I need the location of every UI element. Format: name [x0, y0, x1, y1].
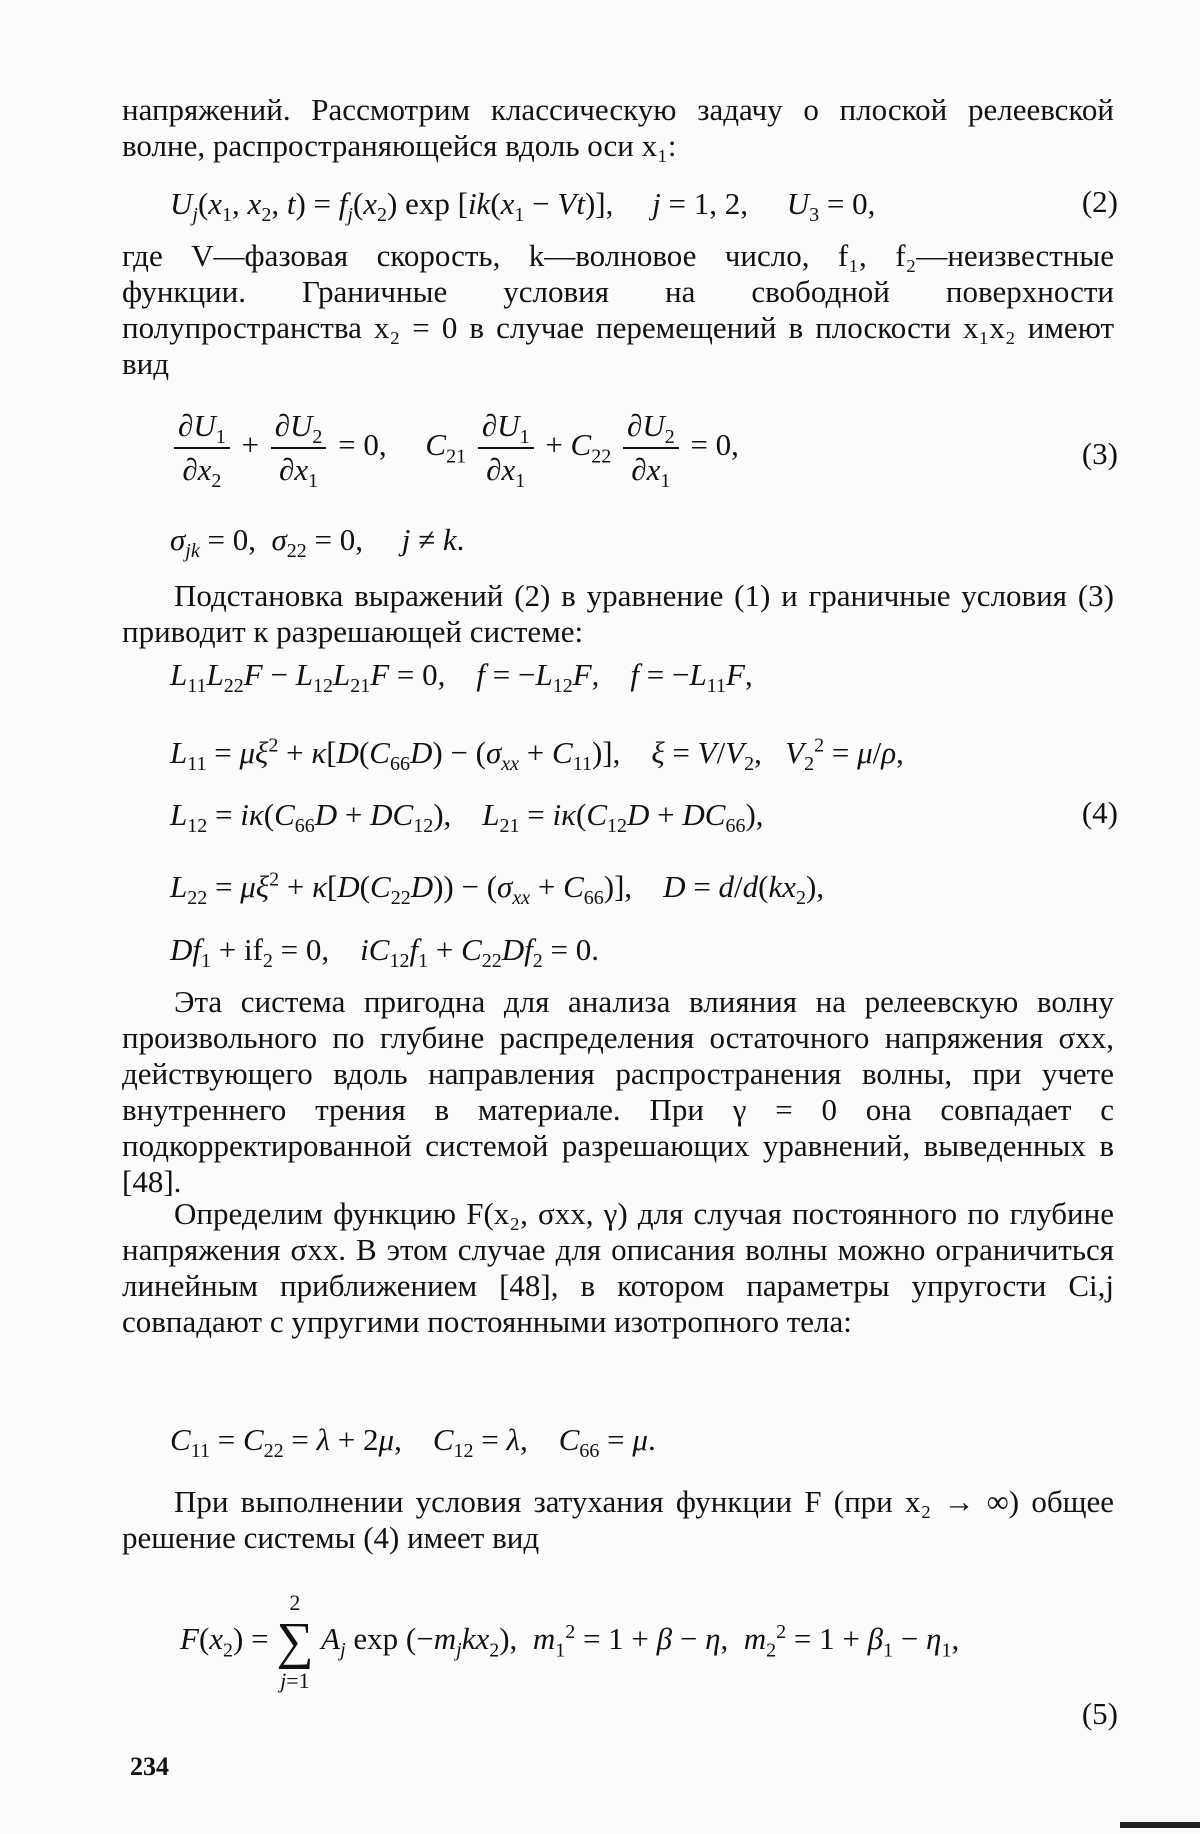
equation-4-row-5: $Df_1 + if_2 = 0$, $iC_{12}f_1 + C_{22}Df_2 = 0$.	[170, 932, 599, 973]
equation-5: $F(x_2)$ = 2 ∑ j=1 $A_j$ $\exp (-m_jkx_2)$, $m_1^2 = 1 + \beta - \eta$, $m_2^2 = 1 + \beta_1 - \eta_1$,	[180, 1590, 960, 1693]
paragraph-3-text: Подстановка выражений (2) в уравнение (1) и граничные условия (3) приводит к разрешающей системе:	[122, 578, 1114, 649]
paragraph-boundary	[122, 238, 1114, 382]
equation-4-row-4: $L_{22} = \mu\xi^2 + \kappa[D(C_{22}D)) - (\sigma_{xx} + C_{66})$], $D = d/d(kx_2)$,	[170, 868, 825, 910]
paragraph-2-text: где V—фазовая скорость, k—волновое число, f₁, f₂—неизвестные функции. Граничные условия на свободной поверхности полупространства x₂ = 0 в случае перемещений в плоскости x₁x₂ имеют вид	[122, 238, 1114, 381]
paragraph-function	[122, 1196, 1114, 1340]
paragraph-intro	[122, 92, 1114, 164]
equation-number-5: (5)	[1081, 1696, 1118, 1731]
page-number: 234	[130, 1752, 169, 1781]
equation-2: $U_j(x_1$, $x_2$, $t) = f_j(x_2)$ $\exp [ik(x_1 - Vt)]$, j = 1, 2, $U_3 = 0$,	[170, 186, 876, 227]
paragraph-4-text: Эта система пригодна для анализа влияния на релеевскую волну произвольного по глубине распределения остаточного напряжения σxx, действующего вдоль направления распространения волны, при учете внутреннего трения в материале. При γ = 0 она совпадает с подкорректированной системой разрешающих уравнений, выведенных в [48].	[122, 984, 1114, 1199]
paragraph-1-text: напряжений. Рассмотрим классическую задачу о плоской релеевской волне, распространяющейся вдоль оси x₁:	[122, 92, 1114, 163]
equation-4-row-1: $L_{11}L_{22}F - L_{12}L_{21}F = 0$, $f = -L_{12}F$, $f = -L_{11}F$,	[170, 657, 753, 698]
scan-edge-mark	[1120, 1822, 1200, 1828]
equation-number-2: (2)	[1081, 184, 1118, 219]
equation-3-row-2: $\sigma_{jk} = 0$, $\sigma_{22} = 0$, j ≠ k.	[170, 522, 465, 563]
equation-number-4: (4)	[1081, 795, 1118, 830]
equation-elastic-constants: $C_{11} = C_{22} = \lambda + 2\mu$, $C_{12} = \lambda$, $C_{66} = \mu$.	[170, 1422, 656, 1463]
equation-4-row-3: $L_{12} = i\kappa(C_{66}D + DC_{12})$, $L_{21} = i\kappa(C_{12}D + DC_{66})$,	[170, 797, 764, 838]
equation-4-row-2: $L_{11} = \mu\xi^2 + \kappa[D(C_{66}D) - (\sigma_{xx} + C_{11})]$, $\xi = V/V_2$, $V_2^2 = \mu/\rho$,	[170, 734, 904, 776]
paragraph-5-text: Определим функцию F(x₂, σxx, γ) для случая постоянного по глубине напряжения σxx. В этом случае для описания волны можно ограничиться линейным приближением [48], в котором параметры упругости Ci,j совпадают с упругими постоянными изотропного тела:	[122, 1196, 1114, 1339]
paragraph-system	[122, 984, 1114, 1200]
paragraph-6-text: При выполнении условия затухания функции F (при x₂ → ∞) общее решение системы (4) имеет вид	[122, 1484, 1114, 1555]
equation-number-3: (3)	[1081, 436, 1118, 471]
equation-3-row-1: $\frac{\partial U_1}{\partial x_2}$ + $\frac{\partial U_2}{\partial x_1}$ = 0, $C_{21}$ $\frac{\partial U_1}{\partial x_1}$ + $C_{22}$ $\frac{\partial U_2}{\partial x_1}$ = 0,	[170, 405, 1120, 491]
paragraph-solution	[122, 1484, 1114, 1556]
paragraph-substitution	[122, 578, 1114, 650]
